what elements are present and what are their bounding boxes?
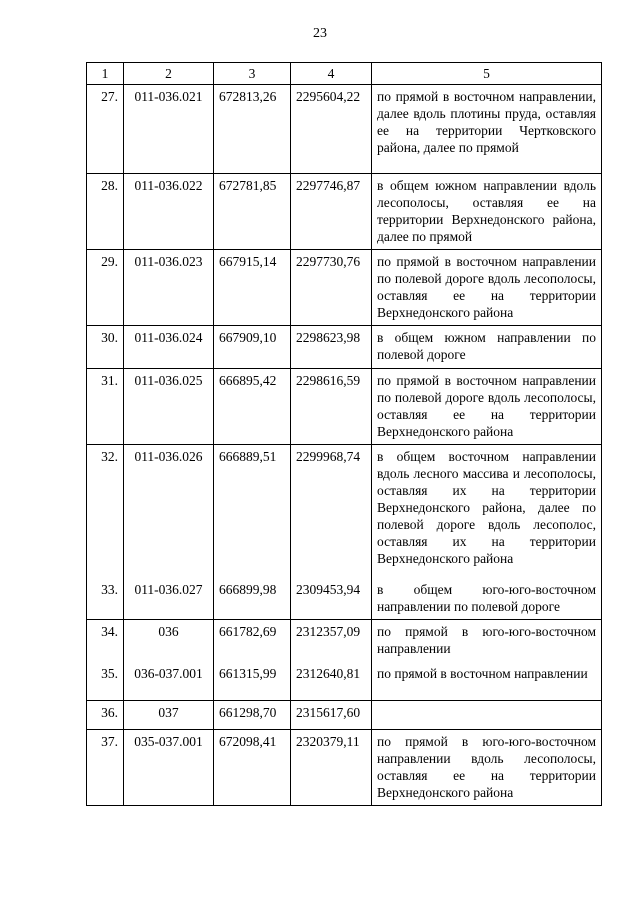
row-coord-x: 667915,14 — [214, 250, 291, 326]
table-row — [87, 250, 602, 326]
table-row — [87, 662, 602, 700]
row-coord-y: 2295604,22 — [291, 85, 372, 174]
row-number: 35. — [87, 662, 124, 700]
row-description: по прямой в юго-юго-восточном направлении — [372, 619, 602, 662]
row-number: 31. — [87, 369, 124, 445]
row-coord-y: 2315617,60 — [291, 700, 372, 729]
row-description: в общем восточном направлении вдоль лесного массива и лесополосы, оставляя их на территории Верхнедонского района, далее по полевой дороге вдоль лесополос, оставляя их на территории Верхнедонского района — [372, 445, 602, 578]
row-number: 33. — [87, 578, 124, 620]
row-coord-x: 661298,70 — [214, 700, 291, 729]
row-coord-y: 2312357,09 — [291, 619, 372, 662]
table-row — [87, 85, 602, 174]
row-coord-y: 2297730,76 — [291, 250, 372, 326]
row-code: 011-036.027 — [124, 578, 214, 620]
row-number: 32. — [87, 445, 124, 578]
row-coord-x: 672813,26 — [214, 85, 291, 174]
row-number: 36. — [87, 700, 124, 729]
row-code: 011-036.026 — [124, 445, 214, 578]
row-description: по прямой в восточном направлении по полевой дороге вдоль лесополосы, оставляя ее на территории Верхнедонского района — [372, 369, 602, 445]
table-row — [87, 619, 602, 662]
row-number: 29. — [87, 250, 124, 326]
header-cell: 3 — [214, 63, 291, 85]
row-coord-y: 2299968,74 — [291, 445, 372, 578]
row-description: по прямой в восточном направлении — [372, 662, 602, 700]
row-coord-x: 666895,42 — [214, 369, 291, 445]
header-cell: 1 — [87, 63, 124, 85]
table-row — [87, 326, 602, 369]
row-number: 28. — [87, 174, 124, 250]
header-cell: 5 — [372, 63, 602, 85]
row-number: 37. — [87, 729, 124, 805]
row-number: 30. — [87, 326, 124, 369]
row-coord-x: 672781,85 — [214, 174, 291, 250]
row-coord-y: 2312640,81 — [291, 662, 372, 700]
row-description: по прямой в юго-юго-восточном направлении вдоль лесополосы, оставляя ее на территории Верхнедонского района — [372, 729, 602, 805]
row-code: 011-036.025 — [124, 369, 214, 445]
row-code: 011-036.024 — [124, 326, 214, 369]
table-header-row — [87, 63, 602, 85]
row-description: в общем юго-юго-восточном направлении по полевой дороге — [372, 578, 602, 620]
row-coord-y: 2297746,87 — [291, 174, 372, 250]
row-coord-x: 661315,99 — [214, 662, 291, 700]
row-coord-x: 666889,51 — [214, 445, 291, 578]
header-cell: 2 — [124, 63, 214, 85]
row-code: 035-037.001 — [124, 729, 214, 805]
row-coord-y: 2309453,94 — [291, 578, 372, 620]
row-code: 011-036.021 — [124, 85, 214, 174]
row-description: по прямой в восточном направлении по полевой дороге вдоль лесополосы, оставляя ее на территории Верхнедонского района — [372, 250, 602, 326]
row-coord-y: 2320379,11 — [291, 729, 372, 805]
row-coord-x: 672098,41 — [214, 729, 291, 805]
header-cell: 4 — [291, 63, 372, 85]
boundary-table — [86, 62, 602, 806]
table-row — [87, 700, 602, 729]
table-row — [87, 578, 602, 620]
row-coord-y: 2298623,98 — [291, 326, 372, 369]
row-code: 036 — [124, 619, 214, 662]
row-coord-x: 667909,10 — [214, 326, 291, 369]
row-code: 011-036.023 — [124, 250, 214, 326]
row-code: 036-037.001 — [124, 662, 214, 700]
row-coord-x: 661782,69 — [214, 619, 291, 662]
page-number: 23 — [313, 26, 327, 41]
row-code: 037 — [124, 700, 214, 729]
row-description: в общем южном направлении вдоль лесополосы, оставляя ее на территории Верхнедонского района, далее по прямой — [372, 174, 602, 250]
row-number: 34. — [87, 619, 124, 662]
table-row — [87, 445, 602, 578]
row-description: по прямой в восточном направлении, далее вдоль плотины пруда, оставляя ее на территории Чертковского района, далее по прямой — [372, 85, 602, 174]
row-coord-x: 666899,98 — [214, 578, 291, 620]
table-row — [87, 369, 602, 445]
table-row — [87, 729, 602, 805]
row-description: в общем южном направлении по полевой дороге — [372, 326, 602, 369]
table-row — [87, 174, 602, 250]
row-coord-y: 2298616,59 — [291, 369, 372, 445]
row-code: 011-036.022 — [124, 174, 214, 250]
row-number: 27. — [87, 85, 124, 174]
row-description — [372, 700, 602, 729]
